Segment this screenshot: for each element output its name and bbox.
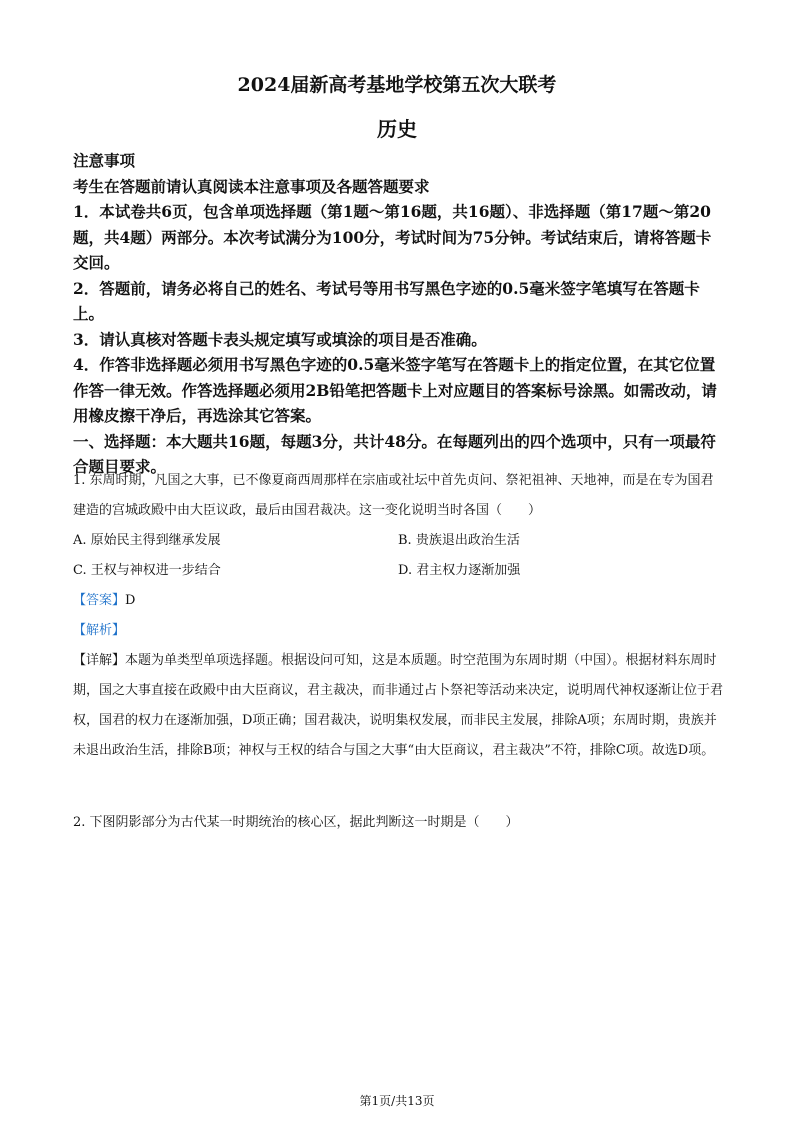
section-heading: 一、选择题：本大题共16题，每题3分，共计48分。在每题列出的四个选项中，只有一项最符合题目要求。 [73, 431, 716, 476]
detail-explanation: 【详解】本题为单类型单项选择题。根据设问可知，这是本质题。时空范围为东周时期（中国）。根据材料东周时期，国之大事直接在政殿中由大臣商议，君主裁决，而非通过占卜祭祀等活动来决定，说明周代神权逐渐让位于君权，国君的权力在逐渐加强，D项正确；国君裁决，说明集权发展，而非民主发展，排除A项；东周时期，贵族并未退出政治生活，排除B项；神权与王权的结合与国之大事“由大臣商议，君主裁决”不符，排除C项。故选D项。 [73, 653, 724, 758]
notice-item-2: 2．答题前，请务必将自己的姓名、考试号等用书写黑色字迹的0.5毫米签字笔填写在答题卡上。 [73, 278, 700, 323]
notice-heading: 注意事项 [73, 151, 136, 170]
question-2 [73, 808, 723, 838]
notice-item-4: 4．作答非选择题必须用书写黑色字迹的0.5毫米签字笔写在答题卡上的指定位置，在其它位置作答一律无效。作答选择题必须用2B铅笔把答题卡上对应题目的答案标号涂黑。如需改动，请用橡皮擦干净后，再选涂其它答案。 [73, 355, 717, 425]
question-1-stem: 1. 东周时期，凡国之大事，已不像夏商西周那样在宗庙或社坛中首先贞问、祭祀祖神、天地神，而是在专为国君建造的宫城政殿中由大臣议政，最后由国君裁决。这一变化说明当时各国（ ） [73, 473, 714, 518]
answer-tag: 【答案】 [73, 593, 126, 608]
notice-intro: 考生在答题前请认真阅读本注意事项及各题答题要求 [73, 176, 430, 196]
notice-section [73, 148, 723, 480]
page-footer: 第1页/共13页 [359, 1094, 435, 1108]
analysis-line [73, 616, 723, 646]
question-1-options [73, 526, 723, 586]
analysis-tag: 【解析】 [73, 623, 126, 638]
notice-item-3: 3．请认真核对答题卡表头规定填写或填涂的项目是否准确。 [73, 329, 487, 349]
option-a: A. 原始民主得到继承发展 [73, 533, 221, 548]
option-d: D. 君主权力逐渐加强 [398, 563, 521, 578]
option-b: B. 贵族退出政治生活 [398, 533, 520, 548]
answer-value: D [125, 593, 136, 608]
subject-title: 历史 [377, 117, 417, 141]
option-c: C. 王权与神权进一步结合 [73, 563, 221, 578]
exam-title: 2024届新高考基地学校第五次大联考 [237, 74, 557, 96]
notice-item-1: 1．本试卷共6页，包含单项选择题（第1题～第16题，共16题）、非选择题（第17题～第20题，共4题）两部分。本次考试满分为100分，考试时间为75分钟。考试结束后，请将答题卡交回。 [73, 202, 712, 272]
answer-line [73, 586, 723, 616]
question-1 [73, 466, 723, 766]
question-2-stem: 2. 下图阴影部分为古代某一时期统治的核心区，据此判断这一时期是（ ） [73, 815, 519, 830]
